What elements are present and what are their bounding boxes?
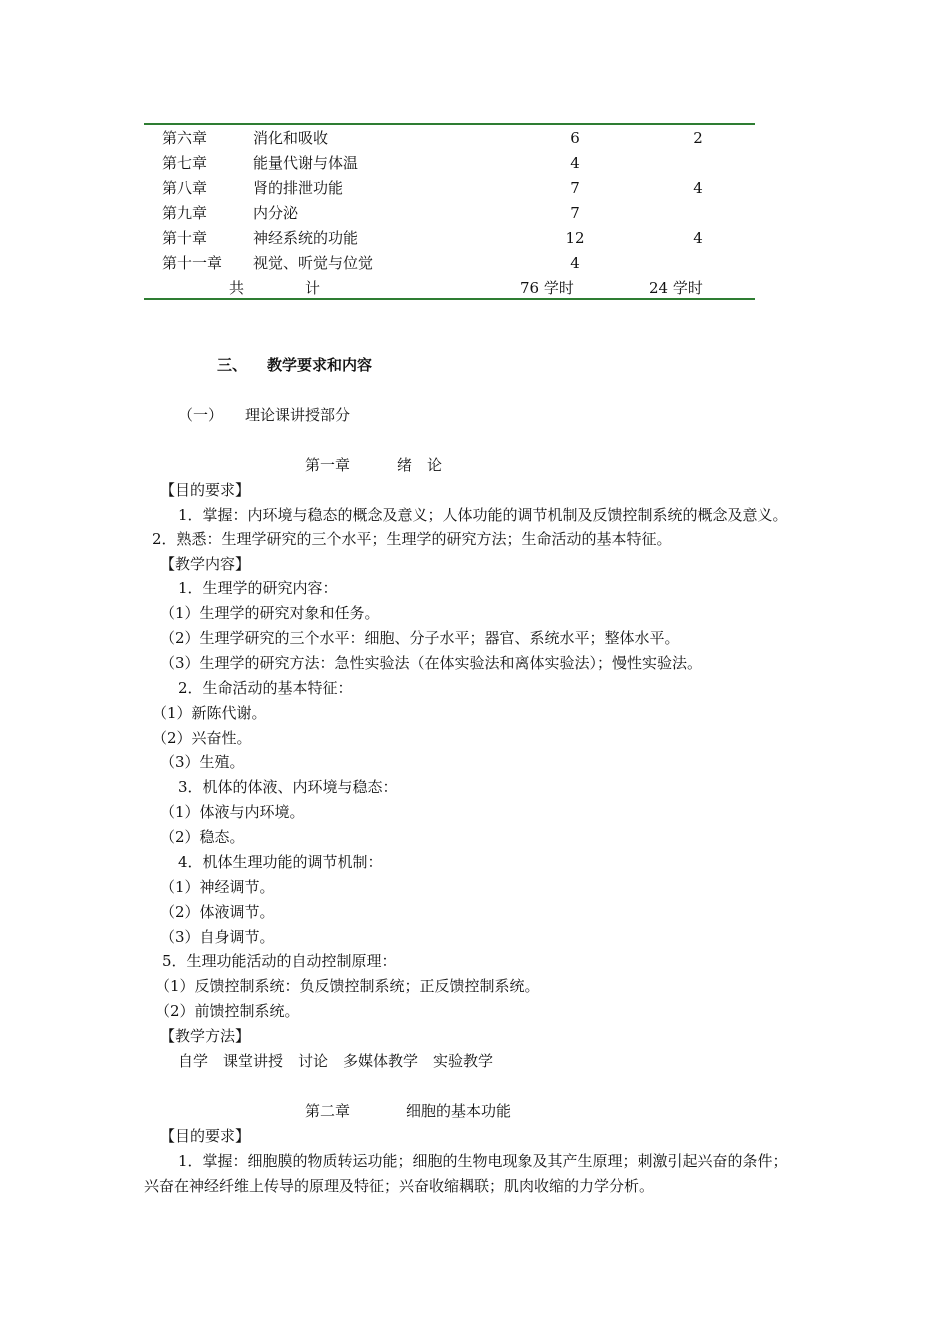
content-subitem: （2）生理学研究的三个水平：细胞、分子水平；器官、系统水平；整体水平。 (160, 629, 680, 647)
theory-hours: 7 (570, 179, 580, 197)
chapter-title: 肾的排泄功能 (253, 179, 344, 197)
goal-heading: 【目的要求】 (160, 1127, 251, 1145)
content-subitem: （1）神经调节。 (160, 878, 275, 896)
content-subitem: （3）生理学的研究方法：急性实验法（在体实验法和离体实验法）；慢性实验法。 (160, 654, 703, 672)
chapter-title: 神经系统的功能 (253, 229, 359, 247)
theory-hours: 7 (570, 204, 580, 222)
content-subitem: （1）新陈代谢。 (152, 704, 267, 722)
chapter-number: 第六章 (162, 129, 208, 147)
total-theory-hours: 76 学时 (520, 279, 574, 297)
goal-item: 2．熟悉：生理学研究的三个水平；生理学的研究方法；生命活动的基本特征。 (152, 530, 672, 548)
method-heading: 【教学方法】 (160, 1027, 251, 1045)
chapter-2-label: 第二章 (305, 1102, 351, 1120)
content-subitem: （2）前馈控制系统。 (155, 1002, 300, 1020)
lab-hours: 4 (693, 179, 703, 197)
subsection-title: 理论课讲授部分 (245, 406, 351, 424)
content-subitem: （2）体液调节。 (160, 903, 275, 921)
content-subitem: （2）兴奋性。 (152, 729, 252, 747)
chapter-title: 消化和吸收 (253, 129, 329, 147)
chapter-number: 第十一章 (162, 254, 223, 272)
method-list: 自学 课堂讲授 讨论 多媒体教学 实验教学 (178, 1052, 494, 1070)
goal-item: 1．掌握：细胞膜的物质转运功能；细胞的生物电现象及其产生原理；刺激引起兴奋的条件； (178, 1152, 788, 1170)
content-subitem: （3）自身调节。 (160, 928, 275, 946)
table-top-rule (144, 123, 755, 125)
content-subitem: （3）生殖。 (160, 753, 245, 771)
section-number: 三、 (217, 356, 248, 374)
content-subitem: （2）稳态。 (160, 828, 245, 846)
content-item: 5．生理功能活动的自动控制原理： (162, 952, 397, 970)
chapter-number: 第七章 (162, 154, 208, 172)
chapter-number: 第九章 (162, 204, 208, 222)
chapter-number: 第十章 (162, 229, 208, 247)
chapter-title: 能量代谢与体温 (253, 154, 359, 172)
theory-hours: 6 (570, 129, 580, 147)
theory-hours: 4 (570, 254, 580, 272)
content-heading: 【教学内容】 (160, 555, 251, 573)
table-bottom-rule (144, 298, 755, 300)
goal-heading: 【目的要求】 (160, 481, 251, 499)
chapter-2-title: 细胞的基本功能 (406, 1102, 512, 1120)
content-subitem: （1）反馈控制系统：负反馈控制系统；正反馈控制系统。 (155, 977, 540, 995)
chapter-title: 内分泌 (253, 204, 299, 222)
chapter-title: 视觉、听觉与位觉 (253, 254, 374, 272)
goal-item: 1．掌握：内环境与稳态的概念及意义；人体功能的调节机制及反馈控制系统的概念及意义。 (178, 506, 788, 524)
content-item: 1．生理学的研究内容： (178, 579, 338, 597)
section-title: 教学要求和内容 (267, 356, 373, 374)
content-item: 3．机体的体液、内环境与稳态： (178, 778, 398, 796)
total-label-2: 计 (305, 279, 321, 297)
chapter-number: 第八章 (162, 179, 208, 197)
content-subitem: （1）体液与内环境。 (160, 803, 305, 821)
goal-item-continued: 兴奋在神经纤维上传导的原理及特征；兴奋收缩耦联；肌肉收缩的力学分析。 (144, 1177, 655, 1195)
chapter-1-title: 绪 论 (397, 456, 443, 474)
total-lab-hours: 24 学时 (649, 279, 703, 297)
subsection-number: （一） (178, 406, 224, 424)
lab-hours: 2 (693, 129, 703, 147)
content-subitem: （1）生理学的研究对象和任务。 (160, 604, 380, 622)
content-item: 2．生命活动的基本特征： (178, 679, 353, 697)
theory-hours: 4 (570, 154, 580, 172)
total-label-1: 共 (229, 279, 245, 297)
lab-hours: 4 (693, 229, 703, 247)
content-item: 4．机体生理功能的调节机制： (178, 853, 383, 871)
theory-hours: 12 (565, 229, 585, 247)
chapter-1-label: 第一章 (305, 456, 351, 474)
